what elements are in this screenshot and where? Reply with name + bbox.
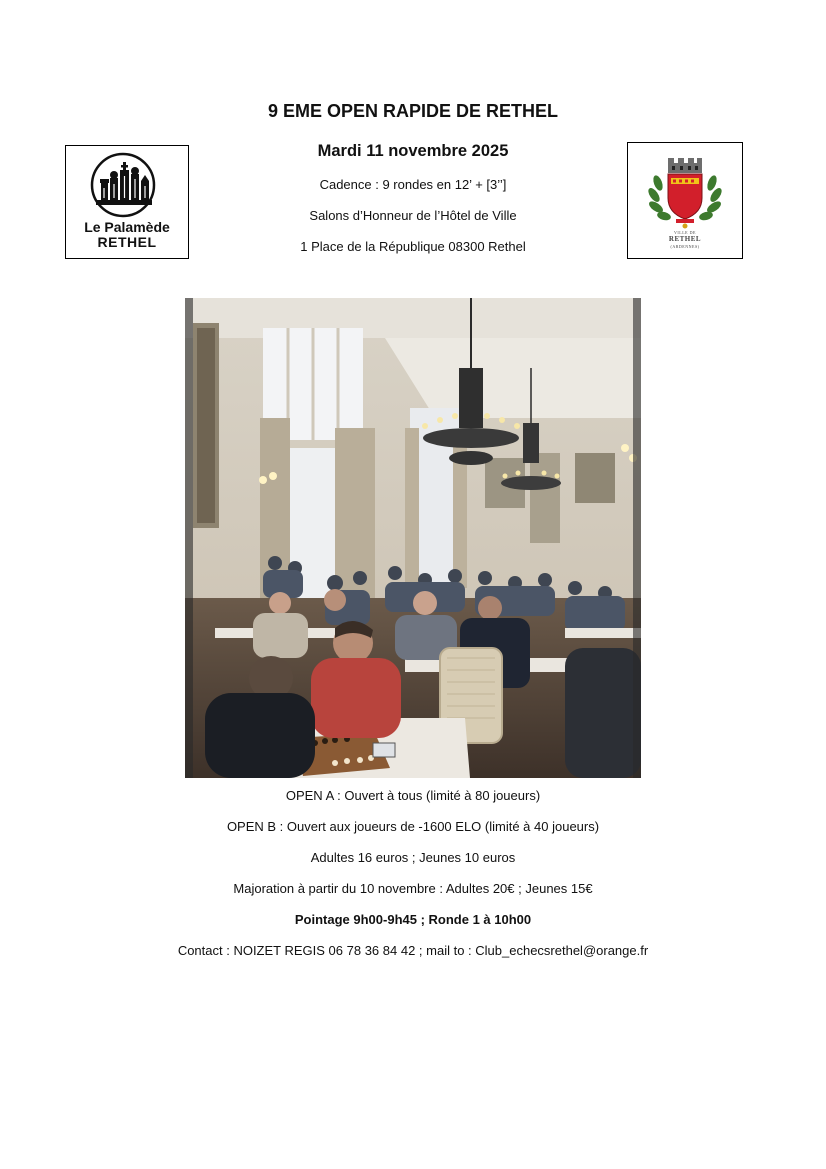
address-text: 1 Place de la République 08300 Rethel — [300, 239, 526, 254]
town-label-name: RETHEL — [668, 235, 702, 243]
event-title: 9 EME OPEN RAPIDE DE RETHEL — [267, 101, 559, 121]
club-name-line2: RETHEL — [97, 234, 157, 250]
open-a-text: OPEN A : Ouvert à tous (limité à 80 joueurs) — [285, 788, 541, 803]
prices-text: Adultes 16 euros ; Jeunes 10 euros — [310, 850, 516, 865]
coat-of-arms-icon — [628, 143, 742, 231]
club-logo — [65, 145, 189, 259]
chess-pieces-icon — [66, 148, 188, 218]
cadence-text: Cadence : 9 rondes en 12’ + [3’’] — [319, 177, 507, 192]
contact-text: Contact : NOIZET REGIS 06 78 36 84 42 ; mail to : Club_echecsrethel@orange.fr — [177, 943, 649, 958]
schedule-text: Pointage 9h00-9h45 ; Ronde 1 à 10h00 — [294, 912, 532, 927]
town-crest-logo — [627, 142, 743, 259]
tournament-hall-photo — [185, 298, 641, 778]
town-label-top: VILLE DE — [674, 230, 696, 235]
surcharge-text: Majoration à partir du 10 novembre : Adultes 20€ ; Jeunes 15€ — [233, 881, 593, 896]
venue-text: Salons d’Honneur de l’Hôtel de Ville — [309, 208, 517, 223]
event-date: Mardi 11 novembre 2025 — [317, 142, 509, 160]
open-b-text: OPEN B : Ouvert aux joueurs de -1600 ELO (limité à 40 joueurs) — [226, 819, 600, 834]
club-name-line1: Le Palamède — [84, 219, 170, 235]
town-label-bottom: (ARDENNES) — [670, 244, 700, 249]
